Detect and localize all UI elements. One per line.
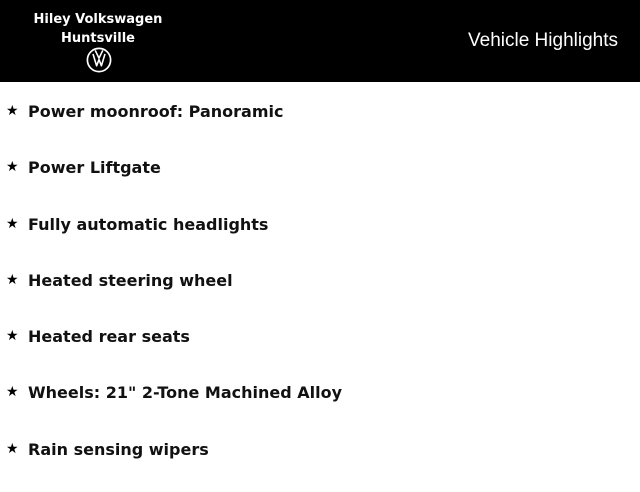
highlight-label: Wheels: 21" 2-Tone Machined Alloy (28, 383, 343, 403)
highlight-label: Rain sensing wipers (28, 439, 209, 459)
list-item (0, 379, 640, 435)
dealer-name-line2: Huntsville (60, 31, 135, 46)
star-icon: ★ (6, 215, 19, 232)
highlight-label: Fully automatic headlights (28, 214, 269, 234)
highlight-label: Heated steering wheel (28, 270, 233, 290)
list-item (0, 436, 640, 492)
star-icon: ★ (6, 159, 19, 176)
dealer-name (20, 10, 176, 48)
highlight-label: Power Liftgate (28, 158, 161, 178)
star-icon: ★ (6, 384, 19, 401)
list-item (0, 154, 640, 210)
list-item (0, 267, 640, 323)
section-title: Vehicle Highlights (468, 30, 618, 51)
list-item (0, 211, 640, 267)
highlight-label: Power moonroof: Panoramic (28, 102, 284, 121)
star-icon: ★ (6, 103, 19, 119)
star-icon: ★ (6, 271, 19, 288)
highlights-list (0, 98, 640, 492)
star-icon: ★ (6, 440, 19, 457)
highlight-label: Heated rear seats (28, 327, 190, 347)
vw-logo-icon (86, 47, 112, 73)
list-item (0, 323, 640, 379)
star-icon: ★ (6, 328, 19, 345)
dealer-name-line1: Hiley Volkswagen (33, 12, 163, 27)
list-item (0, 98, 640, 154)
header-bar (0, 0, 640, 82)
